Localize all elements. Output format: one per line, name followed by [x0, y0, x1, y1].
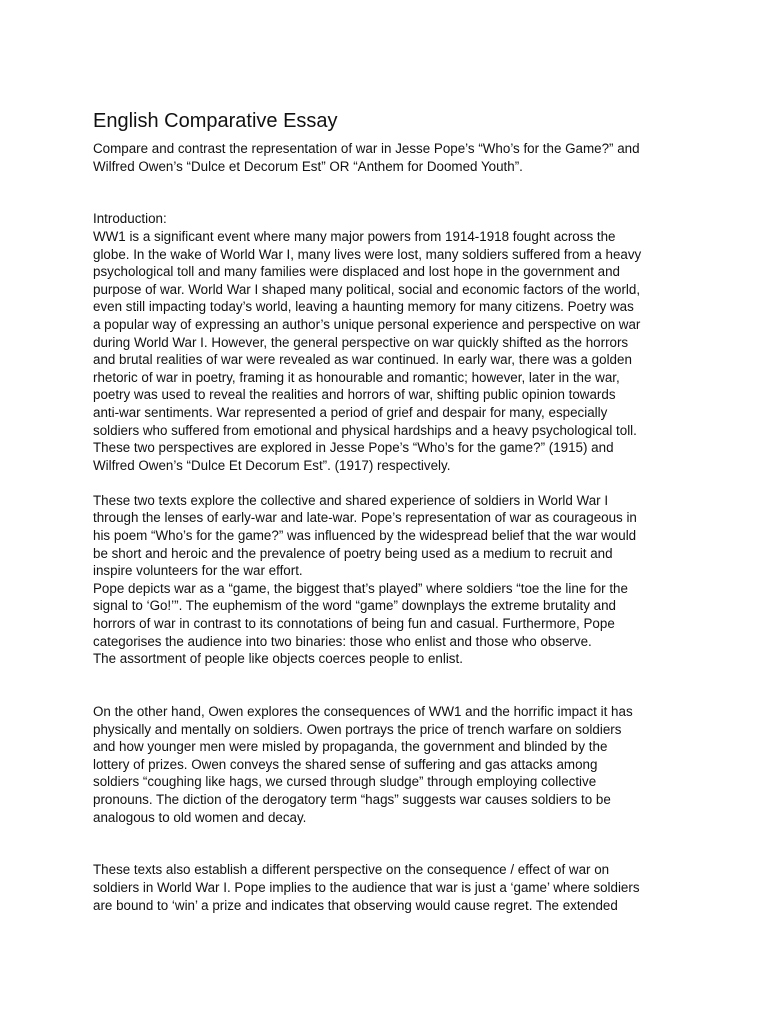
paragraph-line: WW1 is a significant event where many major powers from 1914-1918 fought across the — [93, 228, 616, 244]
paragraph-line: These two perspectives are explored in Jesse Pope’s “Who’s for the game?” (1915) and — [93, 440, 614, 456]
paragraph-line: anti-war sentiments. War represented a period of grief and despair for many, especially — [93, 404, 608, 420]
document-title: English Comparative Essay — [93, 110, 338, 132]
paragraph-line: through the lenses of early-war and late-war. Pope’s representation of war as courageous in — [93, 510, 637, 526]
paragraph-line: soldiers in World War I. Pope implies to the audience that war is just a ‘game’ where soldiers — [93, 879, 640, 895]
introduction-section — [93, 210, 683, 474]
paragraph-line: The assortment of people like objects coerces people to enlist. — [93, 651, 463, 667]
paragraph-line: psychological toll and many families were displaced and lost hope in the government and — [93, 264, 621, 280]
body-paragraph-2 — [93, 703, 683, 826]
paragraph-line: are bound to ‘win’ a prize and indicates that observing would cause regret. The extended — [93, 897, 618, 913]
paragraph-line: poetry was used to reveal the realities and horrors of war, shifting public opinion towards — [93, 387, 616, 403]
paragraph-line: Wilfred Owen’s “Dulce Et Decorum Est”. (1917) respectively. — [93, 457, 451, 473]
spacer — [93, 175, 683, 210]
paragraph-line: Pope depicts war as a “game, the biggest that’s played” where soldiers “toe the line for the — [93, 580, 628, 596]
paragraph-line: globe. In the wake of World War I, many lives were lost, many soldiers suffered from a heavy — [93, 246, 642, 262]
paragraph-line: and brutal realities of war were revealed as war continued. In early war, there was a golden — [93, 352, 632, 368]
spacer — [93, 474, 683, 492]
essay-prompt — [93, 140, 683, 175]
paragraph-line: These two texts explore the collective and shared experience of soldiers in World War I — [93, 492, 609, 508]
paragraph-line: These texts also establish a different perspective on the consequence / effect of war on — [93, 862, 610, 878]
document-page — [93, 108, 683, 914]
paragraph-line: horrors of war in contrast to its connotations of being fun and casual. Furthermore, Pope — [93, 616, 615, 632]
spacer — [93, 826, 683, 861]
spacer — [93, 668, 683, 703]
paragraph-line: even still impacting today’s world, leaving a haunting memory for many citizens. Poetry was — [93, 299, 634, 315]
prompt-line: Compare and contrast the representation of war in Jesse Pope’s “Who’s for the Game?” and — [93, 141, 640, 156]
paragraph-line: purpose of war. World War I shaped many political, social and economic factors of the world, — [93, 281, 641, 297]
paragraph-line: physically and mentally on soldiers. Owen portrays the price of trench warfare on soldiers — [93, 721, 622, 737]
body-paragraph-3 — [93, 861, 683, 914]
body-paragraph-1 — [93, 492, 683, 668]
paragraph-line: during World War I. However, the general perspective on war quickly shifted as the horrors — [93, 334, 629, 350]
paragraph-line: soldiers “coughing like hags, we cursed through sludge” through employing collective — [93, 774, 597, 790]
paragraph-line: inspire volunteers for the war effort. — [93, 563, 303, 579]
paragraph-line: categorises the audience into two binaries: those who enlist and those who observe. — [93, 633, 592, 649]
paragraph-line: pronouns. The diction of the derogatory term “hags” suggests war causes soldiers to be — [93, 791, 611, 807]
paragraph-line: his poem “Who’s for the game?” was influenced by the widespread belief that the war would — [93, 528, 637, 544]
paragraph-line: analogous to old women and decay. — [93, 809, 307, 825]
section-heading: Introduction: — [93, 211, 167, 227]
paragraph-line: signal to ‘Go!’”. The euphemism of the word “game” downplays the extreme brutality and — [93, 598, 616, 614]
paragraph-line: and how younger men were misled by propaganda, the government and blinded by the — [93, 739, 608, 755]
paragraph-line: a popular way of expressing an author’s unique personal experience and perspective on war — [93, 316, 641, 332]
paragraph-line: be short and heroic and the prevalence of poetry being used as a medium to recruit and — [93, 545, 613, 561]
paragraph-line: rhetoric of war in poetry, framing it as honourable and romantic; however, later in the war, — [93, 369, 620, 385]
paragraph-line: On the other hand, Owen explores the consequences of WW1 and the horrific impact it has — [93, 704, 633, 719]
prompt-line: Wilfred Owen’s “Dulce et Decorum Est” OR “Anthem for Doomed Youth”. — [93, 158, 523, 174]
paragraph-line: lottery of prizes. Owen conveys the shared sense of suffering and gas attacks among — [93, 756, 598, 772]
paragraph-line: soldiers who suffered from emotional and physical hardships and a heavy psychological toll. — [93, 422, 637, 438]
